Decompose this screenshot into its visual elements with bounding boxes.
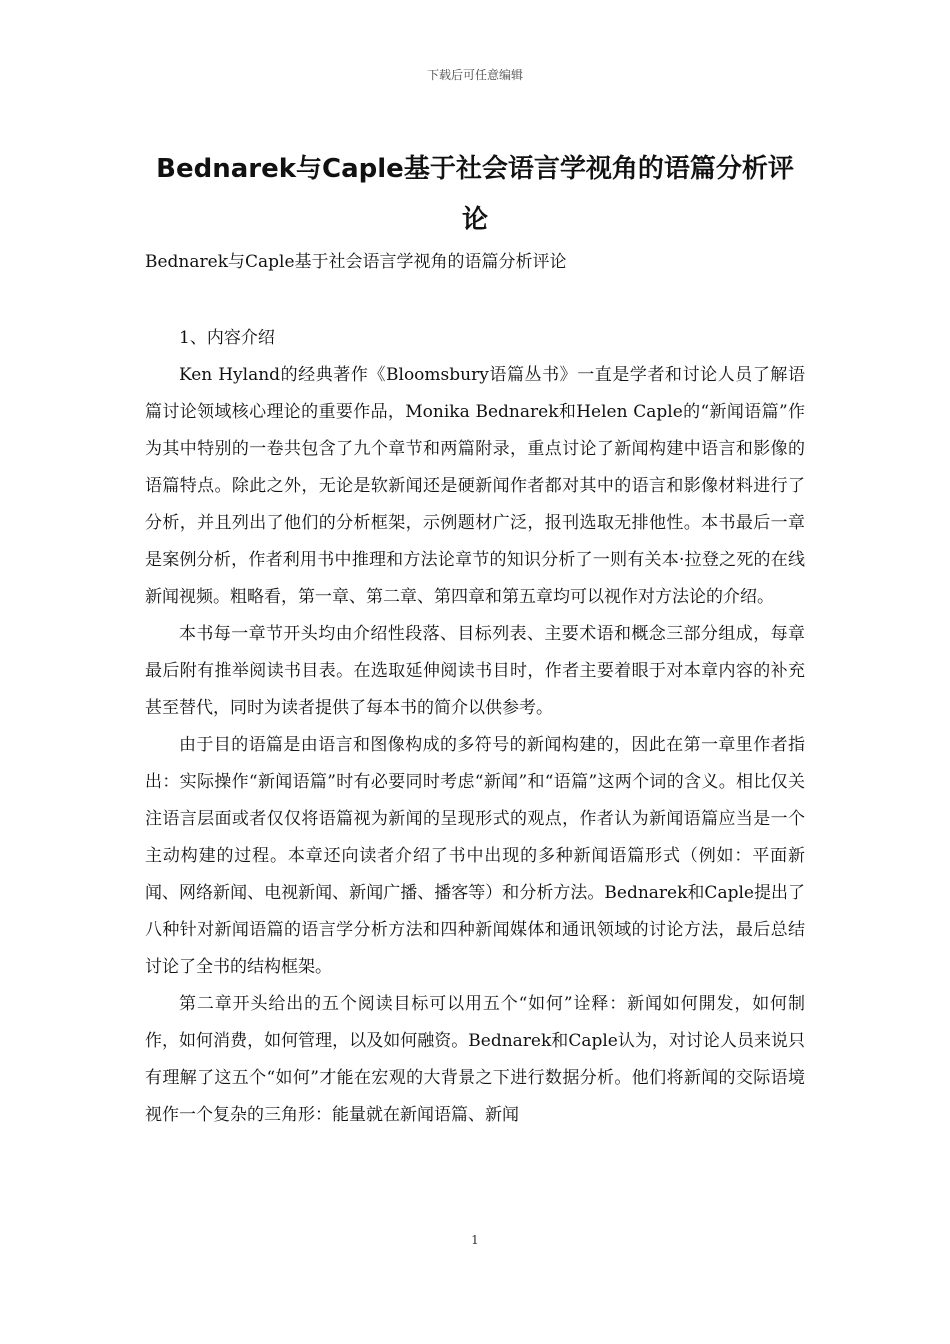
document-title: Bednarek与Caple基于社会语言学视角的语篇分析评论 [156, 154, 794, 235]
section-heading: 1、内容介绍 [179, 328, 275, 348]
page-number: 1 [471, 1233, 479, 1247]
paragraph: 由于目的语篇是由语言和图像构成的多符号的新闻构建的，因此在第一章里作者指出：实际操作“新闻语篇”时有必要同时考虑“新闻”和“语篇”这两个词的含义。相比仅关注语言层面或者仅仅将语篇视为新闻的呈现形式的观点，作者认为新闻语篇应当是一个主动构建的过程。本章还向读者介绍了书中出现的多种新闻语篇形式（例如：平面新闻、网络新闻、电视新闻、新闻广播、播客等）和分析方法。Bednarek和Caple提出了八种针对新闻语篇的语言学分析方法和四种新闻媒体和通讯领域的讨论方法，最后总结讨论了全书的结构框架。 [145, 735, 805, 977]
document-body [145, 320, 805, 1134]
paragraph: 第二章开头给出的五个阅读目标可以用五个“如何”诠释：新闻如何開发，如何制作，如何消费，如何管理，以及如何融资。Bednarek和Caple认为，对讨论人员来说只有理解了这五个“如何”才能在宏观的大背景之下进行数据分析。他们将新闻的交际语境视作一个复杂的三角形：能量就在新闻语篇、新闻 [145, 994, 805, 1125]
header-note: 下载后可任意编辑 [426, 68, 523, 82]
document-subtitle: Bednarek与Caple基于社会语言学视角的语篇分析评论 [145, 252, 567, 272]
paragraph: Ken Hyland的经典著作《Bloomsbury语篇丛书》一直是学者和讨论人员了解语篇讨论领域核心理论的重要作品，Monika Bednarek和Helen Caple的“新闻语篇”作为其中特别的一卷共包含了九个章节和两篇附录，重点讨论了新闻构建中语言和影像的语篇特点。除此之外，无论是软新闻还是硬新闻作者都对其中的语言和影像材料进行了分析，并且列出了他们的分析框架，示例题材广泛，报刊选取无排他性。本书最后一章是案例分析，作者利用书中推理和方法论章节的知识分析了一则有关本·拉登之死的在线新闻视频。粗略看，第一章、第二章、第四章和第五章均可以视作对方法论的介绍。 [145, 365, 805, 607]
paragraph: 本书每一章节开头均由介绍性段落、目标列表、主要术语和概念三部分组成，每章最后附有推举阅读书目表。在选取延伸阅读书目时，作者主要着眼于对本章内容的补充甚至替代，同时为读者提供了每本书的简介以供参考。 [145, 624, 805, 718]
